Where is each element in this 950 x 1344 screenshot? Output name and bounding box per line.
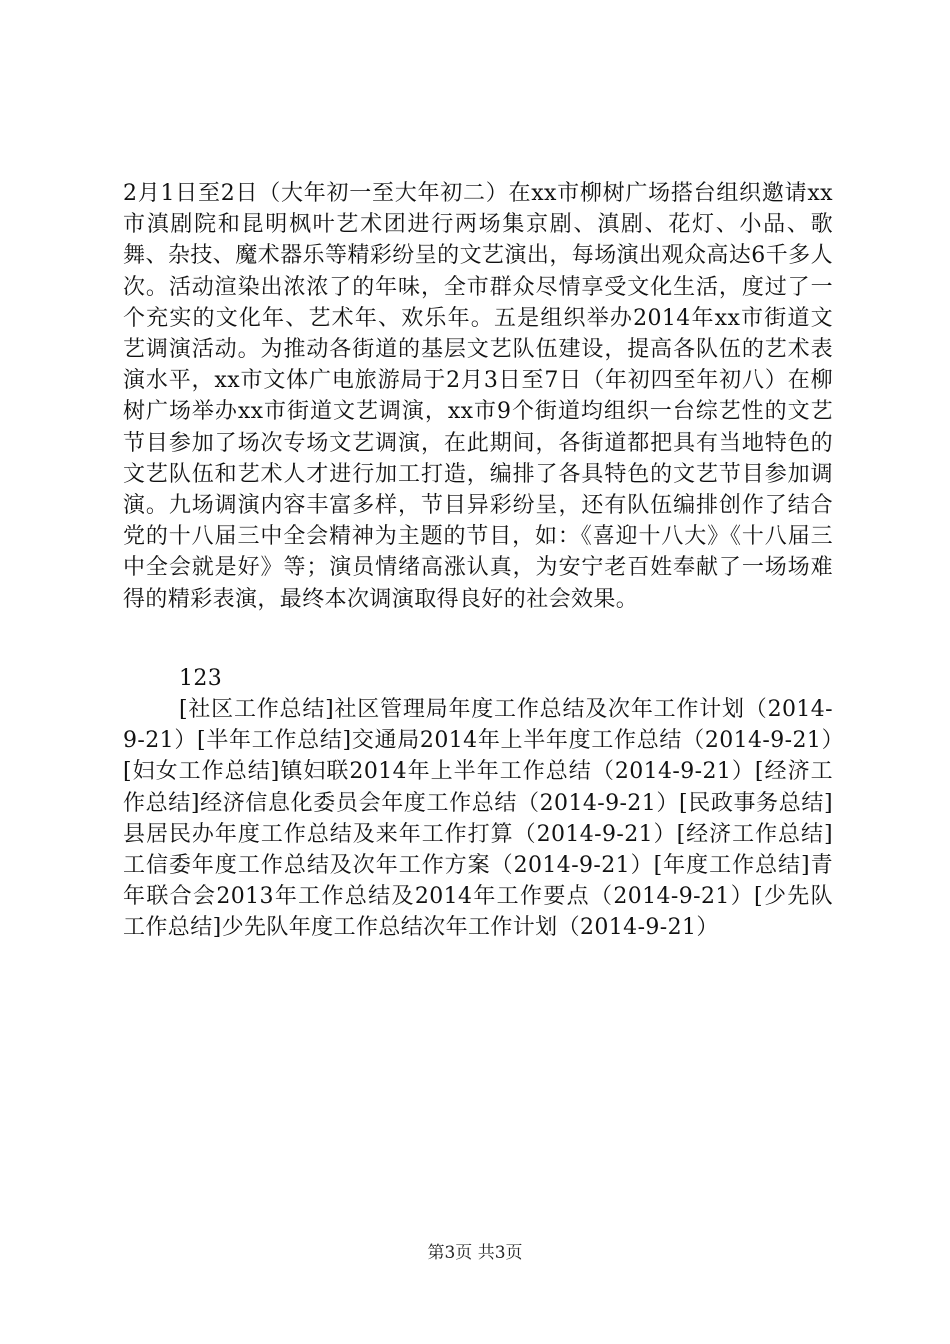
related-articles-list: [社区工作总结]社区管理局年度工作总结及次年工作计划（2014-9-21）[半年工作总结]交通局2014年上半年度工作总结（2014-9-21）[妇女工作总结]镇妇联2014年上半年工作总结（2014-9-21）[经济工作总结]经济信息化委员会年度工作总结（2014-9-21）[民政事务总结]县居民办年度工作总结及来年工作打算（2014-9-21）[经济工作总结]工信委年度工作总结及次年工作方案（2014-9-21）[年度工作总结]青年联合会2013年工作总结及2014年工作要点（2014-9-21）[少先队工作总结]少先队年度工作总结次年工作计划（2014-9-21）	[123, 697, 833, 941]
body-paragraph-continued: 2月1日至2日（大年初一至大年初二）在xx市柳树广场搭台组织邀请xx市滇剧院和昆明枫叶艺术团进行两场集京剧、滇剧、花灯、小品、歌舞、杂技、魔术器乐等精彩纷呈的文艺演出，每场演出观众高达6千多人次。活动渲染出浓浓了的年味，全市群众尽情享受文化生活，度过了一个充实的文化年、艺术年、欢乐年。五是组织举办2014年xx市街道文艺调演活动。为推动各街道的基层文艺队伍建设，提高各队伍的艺术表演水平，xx市文体广电旅游局于2月3日至7日（年初四至年初八）在柳树广场举办xx市街道文艺调演，xx市9个街道均组织一台综艺性的文艺节目参加了场次专场文艺调演，在此期间，各街道都把具有当地特色的文艺队伍和艺术人才进行加工打造，编排了各具特色的文艺节目参加调演。九场调演内容丰富多样，节目异彩纷呈，还有队伍编排创作了结合党的十八届三中全会精神为主题的节目，如：《喜迎十八大》《十八届三中全会就是好》等；演员情绪高涨认真，为安宁老百姓奉献了一场场难得的精彩表演，最终本次调演取得良好的社会效果。	[123, 181, 833, 612]
page-marker-text: 123	[179, 666, 223, 691]
page-footer-number: 第3页 共3页	[427, 1243, 523, 1263]
